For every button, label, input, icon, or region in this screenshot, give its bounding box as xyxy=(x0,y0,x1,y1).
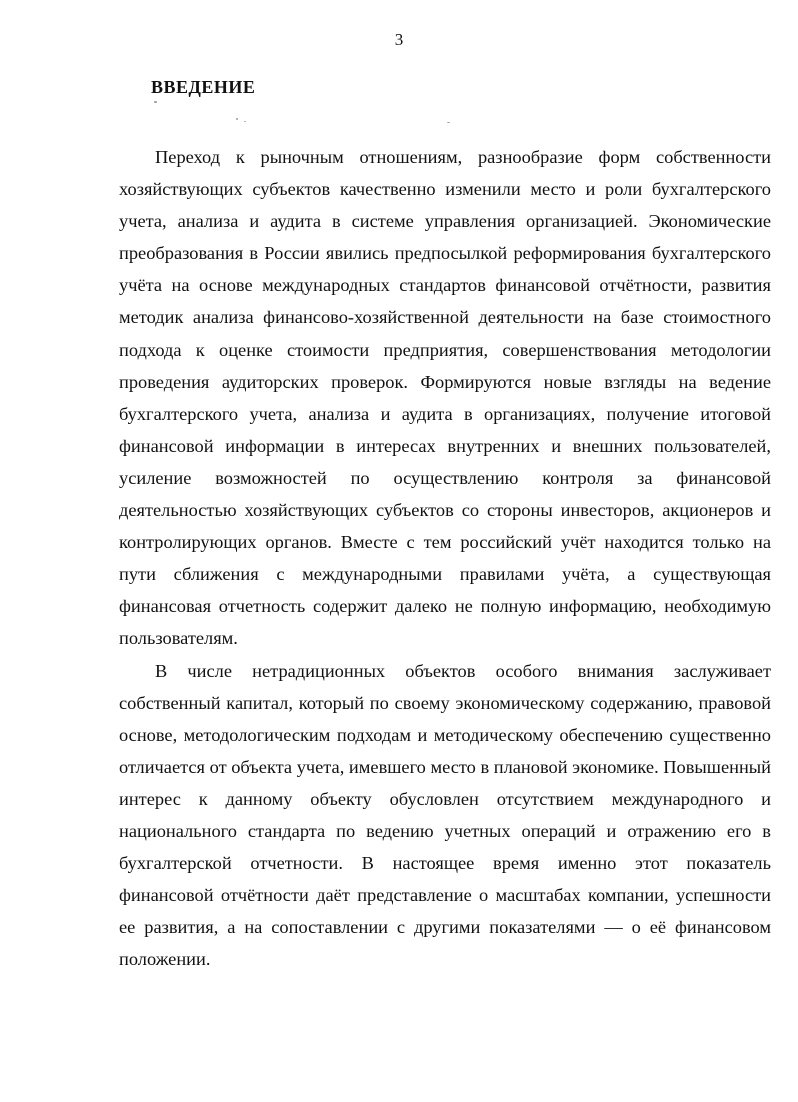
paragraph: Переход к рыночным отношениям, разнообразие форм собственности хозяйствующих субъектов качественно изменили место и роли бухгалтерского учета, анализа и аудита в системе управления организацией. Экономические преобразования в России явились предпосылкой реформирования бухгалтерского учёта на основе международных стандартов финансовой отчётности, развития методик анализа финансово-хозяйственной деятельности на базе стоимостного подхода к оценке стоимости предприятия, совершенствования методологии проведения аудиторских проверок. Формируются новые взгляды на ведение бухгалтерского учета, анализа и аудита в организациях, получение итоговой финансовой информации в интересах внутренних и внешних пользователей, усиление возможностей по осуществлению контроля за финансовой деятельностью хозяйствующих субъектов со стороны инвесторов, акционеров и контролирующих органов. Вместе с тем российский учёт находится только на пути сближения с международными правилами учёта, а существующая финансовая отчетность содержит далеко не полную информацию, необходимую пользователям. xyxy=(119,147,771,649)
section-heading: ВВЕДЕНИЕ xyxy=(151,77,256,97)
scan-speck xyxy=(244,121,246,122)
scan-speck xyxy=(236,118,238,120)
scan-speck xyxy=(154,101,157,103)
body-text xyxy=(119,141,771,975)
page-number: 3 xyxy=(394,30,404,49)
scan-speck xyxy=(447,122,450,123)
paragraph: В числе нетрадиционных объектов особого внимания заслуживает собственный капитал, который по своему экономическому содержанию, правовой основе, методологическим подходам и методическому обеспечению существенно отличается от объекта учета, имевшего место в плановой экономике. Повышенный интерес к данному объекту обусловлен отсутствием международного и национального стандарта по ведению учетных операций и отражению его в бухгалтерской отчетности. В настоящее время именно этот показатель финансовой отчётности даёт представление о масштабах компании, успешности ее развития, а на сопоставлении с другими показателями — о её финансовом положении. xyxy=(119,660,771,970)
